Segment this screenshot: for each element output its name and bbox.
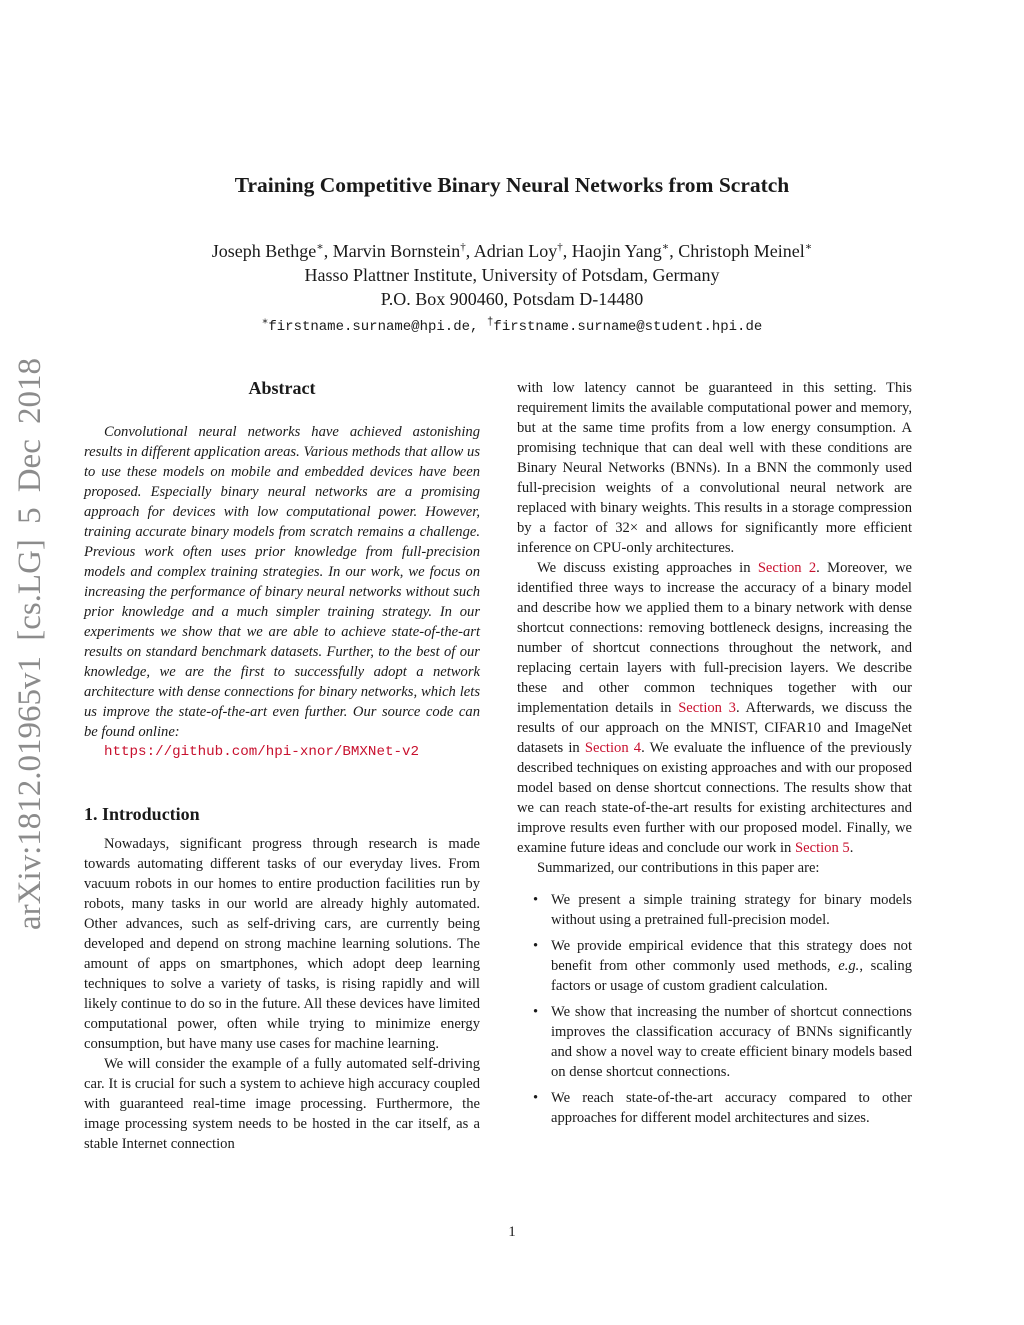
list-item-text: We provide empirical evidence that this strategy does not benefit from other commonly used methods, [551,938,912,974]
author-mark: ∗ [661,241,670,253]
author-mark: † [557,241,563,253]
paragraph-text: . Afterwards, we discuss the results of our approach on the MNIST, CIFAR10 and ImageNet datasets in [517,700,912,756]
intro-paragraph [517,558,912,858]
abstract-heading: Abstract [248,378,316,398]
email-address: firstname.surname@hpi.de [268,319,470,335]
list-item-text: , scaling factors or usage of custom gradient calculation. [551,958,912,994]
paragraph-text: . Moreover, we identified three ways to increase the accuracy of a binary model and describe how we applied them to a binary network with dense shortcut connections: removing bottleneck designs, increasing the number of shortcut connections throughout the network, and replacing certain layers with full-precision layers. We describe these and other common techniques together with our implementation details in [517,560,912,716]
arxiv-sidebar [9,358,51,930]
contribution-list [517,890,912,1128]
paragraph-text: . [849,840,854,856]
arxiv-identifier: arXiv:1812.01965v1 [cs.LG] 5 Dec 2018 [12,358,48,930]
intro-paragraph: Nowadays, significant progress through research is made towards automating different tasks of our everyday lives. From vacuum robots in our homes to entire production facilities run by robots, many tasks in our world are already highly automated. Other advances, such as self-driving cars, are currently being developed and depend on strong machine learning solutions. The amount of apps on smartphones, which adopt deep learning techniques to solve a variety of tasks, is rising rapidly and will likely continue to do so in the future. All these devices have limited computational power, often while trying to minimize energy consumption, but have many use cases for machine learning. [84,836,480,1052]
author-mark: † [460,241,466,253]
left-column [84,378,480,1154]
paragraph-text: We discuss existing approaches in [537,560,758,576]
affiliation: Hasso Plattner Institute, University of Potsdam, Germany [304,265,720,285]
bullet-icon: • [533,892,539,908]
email-line: ∗firstname.surname@hpi.de, †firstname.surname@student.hpi.de [261,316,763,335]
author-name: Haojin Yang [571,241,662,261]
intro-paragraph: Summarized, our contributions in this paper are: [537,860,820,876]
list-item-text: We reach state-of-the-art accuracy compared to other approaches for different model architectures and sizes. [551,1090,912,1126]
abstract-body: Convolutional neural networks have achieved astonishing results in different application areas. Various methods that allow us to use these models on mobile and embedded devices have been proposed. Especially binary neural networks are a promising approach for devices with low computational power. However, training accurate binary models from scratch remains a challenge. Previous work often uses prior knowledge from full-precision models and complex training strategies. In our work, we focus on increasing the performance of binary neural networks without such prior knowledge and a much simpler training strategy. In our experiments we show that we are able to achieve state-of-the-art results on standard benchmark datasets. Further, to the best of our knowledge, we are the first to successfully adopt a network architecture with dense connections for binary networks, which lets us improve the state-of-the-art even further. Our source code can be found online: [84,424,480,740]
list-item [517,890,912,930]
author-list: Joseph Bethge∗, Marvin Bornstein†, Adrian Loy†, Haojin Yang∗, Christoph Meinel∗ [211,241,813,261]
author-name: Marvin Bornstein [332,241,461,261]
source-code-link[interactable]: https://github.com/hpi-xnor/BMXNet-v2 [104,744,420,760]
list-item [517,936,912,996]
list-item-emphasis: e.g. [838,958,860,974]
author-mark: ∗ [804,241,813,253]
bullet-icon: • [533,1090,539,1106]
author-block [0,239,1024,339]
list-item [517,1088,912,1128]
email-mark: † [486,316,494,329]
section-ref-link[interactable]: Section 5 [795,840,850,856]
bullet-icon: • [533,938,539,954]
email-address: firstname.surname@student.hpi.de [493,319,763,335]
list-item-text: We present a simple training strategy for binary models without using a pretrained full-precision model. [551,892,912,928]
right-column [517,378,912,1134]
list-item [517,1002,912,1082]
author-name: Joseph Bethge [211,241,317,261]
address: P.O. Box 900460, Potsdam D-14480 [380,289,644,309]
paragraph-text: . We evaluate the influence of the previously described techniques on existing approaches and with our proposed model based on dense shortcut connections. The results show that we can reach state-of-the-art results for existing architectures and improve results even further with our proposed model. Finally, we examine future ideas and conclude our work in [517,740,912,856]
author-name: Adrian Loy [473,241,558,261]
email-mark: ∗ [261,316,269,329]
intro-paragraph: We will consider the example of a fully automated self-driving car. It is crucial for such a system to achieve high accuracy coupled with guaranteed real-time image processing. Furthermore, the image processing system needs to be hosted in the car itself, as a stable Internet connection [84,1056,480,1152]
intro-paragraph: with low latency cannot be guaranteed in this setting. This requirement limits the available computational power and memory, but at the same time profits from a low energy consumption. A promising technique that can deal well with these conditions are Binary Neural Networks (BNNs). In a BNN the commonly used full-precision weights of a convolutional neural network are replaced with binary weights. This results in a storage compression by a factor of 32× and allows for significantly more efficient inference on CPU-only architectures. [517,380,912,556]
paper-title: Training Competitive Binary Neural Networks from Scratch [234,173,790,197]
section-heading: 1. Introduction [84,804,200,824]
section-ref-link[interactable]: Section 4 [584,740,642,756]
page-number: 1 [508,1224,516,1240]
list-item-text: We show that increasing the number of shortcut connections improves the classification accuracy of BNNs significantly and show a novel way to create efficient binary models based on dense shortcut connections. [551,1004,912,1080]
author-name: Christoph Meinel [678,241,805,261]
author-mark: ∗ [316,241,324,253]
bullet-icon: • [533,1004,539,1020]
section-ref-link[interactable]: Section 2 [757,560,817,576]
section-ref-link[interactable]: Section 3 [678,700,736,716]
abstract-text [84,422,480,762]
